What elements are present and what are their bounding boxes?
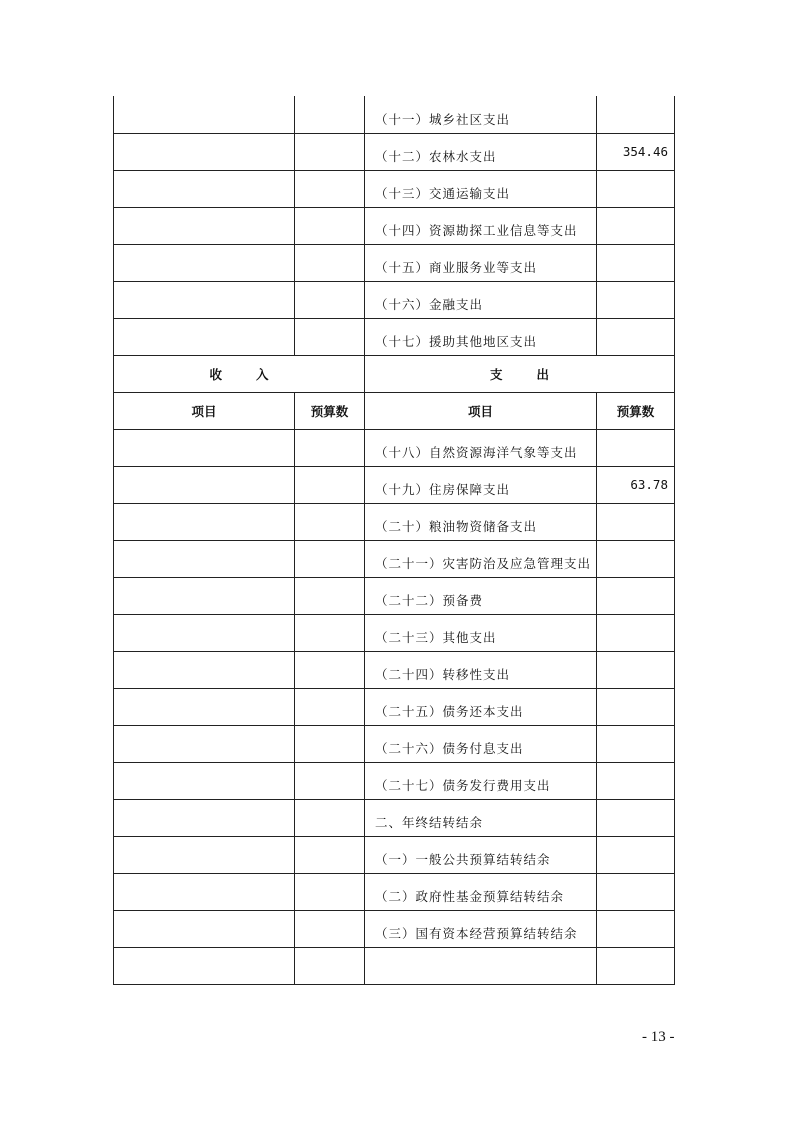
income-item-cell — [114, 947, 295, 984]
income-item-cell — [114, 170, 295, 207]
expense-item-cell: （二十四）转移性支出 — [365, 651, 597, 688]
expense-item-header: 项目 — [365, 392, 597, 429]
expense-amount-cell — [597, 873, 675, 910]
income-item-cell — [114, 577, 295, 614]
income-item-cell — [114, 207, 295, 244]
income-amount-cell — [295, 429, 365, 466]
expense-amount-cell — [597, 799, 675, 836]
income-amount-cell — [295, 762, 365, 799]
income-amount-cell — [295, 207, 365, 244]
table-row — [114, 762, 675, 799]
income-item-cell — [114, 133, 295, 170]
expense-item-cell: （二十二）预备费 — [365, 577, 597, 614]
income-amount-cell — [295, 651, 365, 688]
income-item-cell — [114, 799, 295, 836]
income-item-cell — [114, 429, 295, 466]
expense-item-cell: （十五）商业服务业等支出 — [365, 244, 597, 281]
table-row — [114, 910, 675, 947]
page-number: - 13 - — [642, 1029, 675, 1045]
section-header-row — [114, 355, 675, 392]
table-row — [114, 318, 675, 355]
income-item-cell — [114, 614, 295, 651]
expense-amount-cell — [597, 170, 675, 207]
expense-amount-cell: 354.46 — [597, 133, 675, 170]
expense-item-cell: （二）政府性基金预算结转结余 — [365, 873, 597, 910]
table-row — [114, 281, 675, 318]
expense-item-cell: （二十五）债务还本支出 — [365, 688, 597, 725]
table-row — [114, 725, 675, 762]
table-row — [114, 836, 675, 873]
income-amount-cell — [295, 244, 365, 281]
expense-amount-cell — [597, 651, 675, 688]
table-row — [114, 244, 675, 281]
expense-item-cell: （十八）自然资源海洋气象等支出 — [365, 429, 597, 466]
income-amount-cell — [295, 836, 365, 873]
expense-amount-cell — [597, 577, 675, 614]
table-row — [114, 429, 675, 466]
expense-item-cell: （十七）援助其他地区支出 — [365, 318, 597, 355]
expense-item-cell: （三）国有资本经营预算结转结余 — [365, 910, 597, 947]
income-amount-cell — [295, 540, 365, 577]
income-item-cell — [114, 688, 295, 725]
expense-item-cell: （二十七）债务发行费用支出 — [365, 762, 597, 799]
table-row — [114, 466, 675, 503]
expense-amount-header: 预算数 — [597, 392, 675, 429]
table-row — [114, 688, 675, 725]
expense-amount-cell: 63.78 — [597, 466, 675, 503]
table-row — [114, 577, 675, 614]
income-item-cell — [114, 318, 295, 355]
expense-item-cell: （二十六）债务付息支出 — [365, 725, 597, 762]
expense-amount-cell — [597, 836, 675, 873]
income-item-cell — [114, 836, 295, 873]
table-row — [114, 651, 675, 688]
income-item-cell — [114, 503, 295, 540]
income-amount-cell — [295, 799, 365, 836]
expense-amount-cell — [597, 688, 675, 725]
income-item-cell — [114, 466, 295, 503]
income-amount-cell — [295, 725, 365, 762]
expense-amount-cell — [597, 614, 675, 651]
income-amount-cell — [295, 170, 365, 207]
expense-rows-upper — [114, 96, 675, 355]
income-item-cell — [114, 540, 295, 577]
income-item-cell — [114, 725, 295, 762]
expense-item-cell: （十三）交通运输支出 — [365, 170, 597, 207]
expense-rows-lower — [114, 429, 675, 984]
income-amount-cell — [295, 873, 365, 910]
expense-item-cell: （十九）住房保障支出 — [365, 466, 597, 503]
expense-item-cell: （二十一）灾害防治及应急管理支出 — [365, 540, 597, 577]
expense-amount-cell — [597, 910, 675, 947]
column-header-row — [114, 392, 675, 429]
income-amount-cell — [295, 318, 365, 355]
income-amount-cell — [295, 688, 365, 725]
expense-item-cell: 二、年终结转结余 — [365, 799, 597, 836]
table-row — [114, 947, 675, 984]
income-item-header: 项目 — [114, 392, 295, 429]
expense-amount-cell — [597, 503, 675, 540]
table-row — [114, 207, 675, 244]
income-item-cell — [114, 96, 295, 133]
expense-item-cell: （十二）农林水支出 — [365, 133, 597, 170]
income-section-header: 收入 — [114, 355, 365, 392]
table-row — [114, 96, 675, 133]
income-amount-cell — [295, 577, 365, 614]
income-amount-header: 预算数 — [295, 392, 365, 429]
income-amount-cell — [295, 910, 365, 947]
table-row — [114, 799, 675, 836]
income-amount-cell — [295, 96, 365, 133]
income-amount-cell — [295, 466, 365, 503]
expense-item-cell: （二十三）其他支出 — [365, 614, 597, 651]
expense-amount-cell — [597, 207, 675, 244]
table-row — [114, 873, 675, 910]
expense-amount-cell — [597, 429, 675, 466]
expense-item-cell: （二十）粮油物资储备支出 — [365, 503, 597, 540]
income-item-cell — [114, 873, 295, 910]
expense-amount-cell — [597, 540, 675, 577]
table-row — [114, 170, 675, 207]
table-row — [114, 614, 675, 651]
expense-item-cell: （十四）资源勘探工业信息等支出 — [365, 207, 597, 244]
expense-amount-cell — [597, 725, 675, 762]
budget-table — [113, 96, 675, 985]
table-row — [114, 503, 675, 540]
expense-amount-cell — [597, 947, 675, 984]
income-item-cell — [114, 762, 295, 799]
expense-section-header: 支出 — [365, 355, 675, 392]
expense-amount-cell — [597, 96, 675, 133]
expense-item-cell: （十一）城乡社区支出 — [365, 96, 597, 133]
income-item-cell — [114, 651, 295, 688]
expense-item-cell: （十六）金融支出 — [365, 281, 597, 318]
expense-amount-cell — [597, 762, 675, 799]
income-item-cell — [114, 244, 295, 281]
income-amount-cell — [295, 614, 365, 651]
expense-item-cell: （一）一般公共预算结转结余 — [365, 836, 597, 873]
table-header-block — [114, 355, 675, 429]
expense-amount-cell — [597, 244, 675, 281]
expense-item-cell — [365, 947, 597, 984]
income-amount-cell — [295, 281, 365, 318]
expense-amount-cell — [597, 318, 675, 355]
income-amount-cell — [295, 503, 365, 540]
income-item-cell — [114, 910, 295, 947]
income-amount-cell — [295, 947, 365, 984]
table-row — [114, 133, 675, 170]
income-amount-cell — [295, 133, 365, 170]
table-row — [114, 540, 675, 577]
income-item-cell — [114, 281, 295, 318]
expense-amount-cell — [597, 281, 675, 318]
